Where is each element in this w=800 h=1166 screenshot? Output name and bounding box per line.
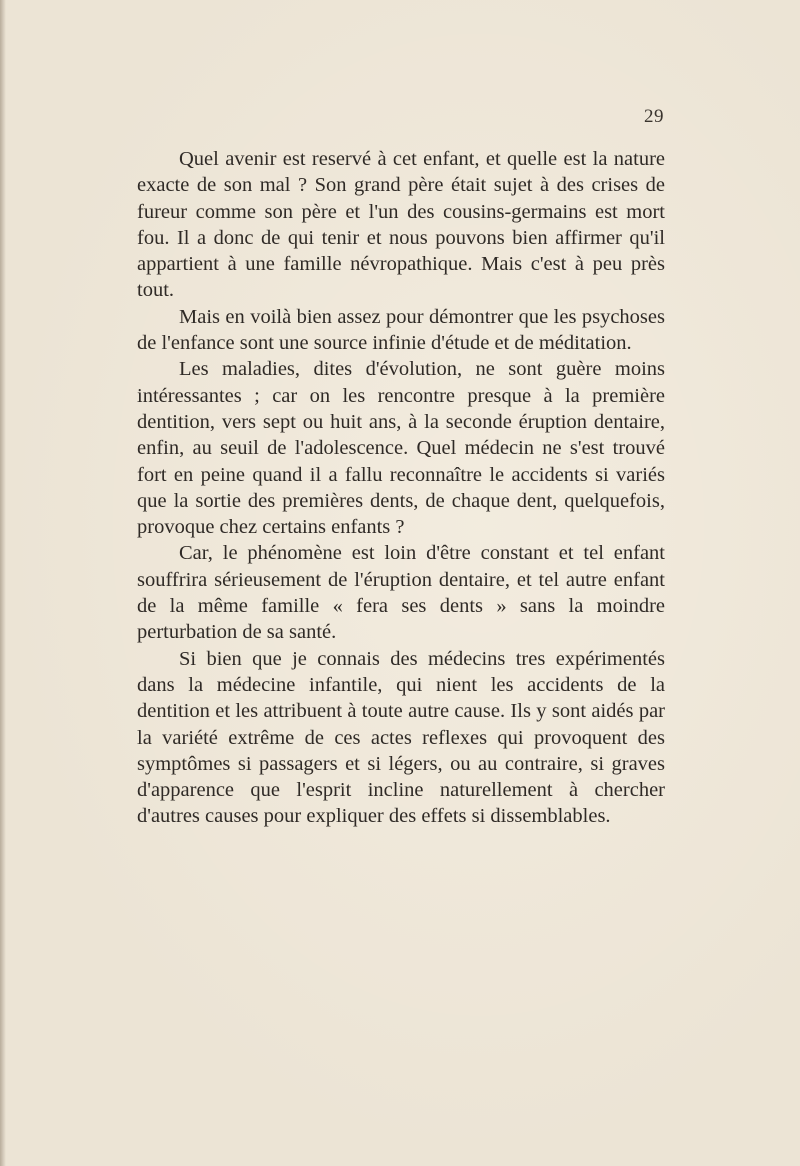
- page-number: 29: [644, 106, 664, 127]
- paragraph: Si bien que je connais des médecins tres expérimentés dans la médecine infantile, qui nient les accidents de la dentition et les attribuent à toute autre cause. Ils y sont aidés par la variété extrême de ces actes reflexes qui provoquent des symptômes si passagers et si légers, ou au contraire, si graves d'apparence que l'esprit incline naturellement à chercher d'autres causes pour expliquer des effets si dissemblables.: [137, 647, 665, 828]
- body-text: [137, 146, 665, 830]
- paragraph: Les maladies, dites d'évolution, ne sont guère moins intéressantes ; car on les rencontre presque à la première dentition, vers sept ou huit ans, à la seconde éruption dentaire, enfin, au seuil de l'adolescence. Quel médecin ne s'est trouvé fort en peine quand il a fallu reconnaître le accidents si variés que la sortie des premières dents, de chaque dent, quelquefois, provoque chez certains enfants ?: [137, 358, 665, 539]
- binding-shadow: [0, 0, 6, 1166]
- paragraph: Car, le phénomène est loin d'être constant et tel enfant souffrira sérieusement de l'éruption dentaire, et tel autre enfant de la même famille « fera ses dents » sans la moindre perturbation de sa santé.: [137, 542, 665, 644]
- paragraph: Mais en voilà bien assez pour démontrer que les psychoses de l'enfance sont une source infinie d'étude et de méditation.: [137, 305, 665, 355]
- paragraph: Quel avenir est reservé à cet enfant, et quelle est la nature exacte de son mal ? Son grand père était sujet à des crises de fureur comme son père et l'un des cousins-germains est mort fou. Il a donc de qui tenir et nous pouvons bien affirmer qu'il appartient à une famille névropathique. Mais c'est à peu près tout.: [137, 148, 665, 302]
